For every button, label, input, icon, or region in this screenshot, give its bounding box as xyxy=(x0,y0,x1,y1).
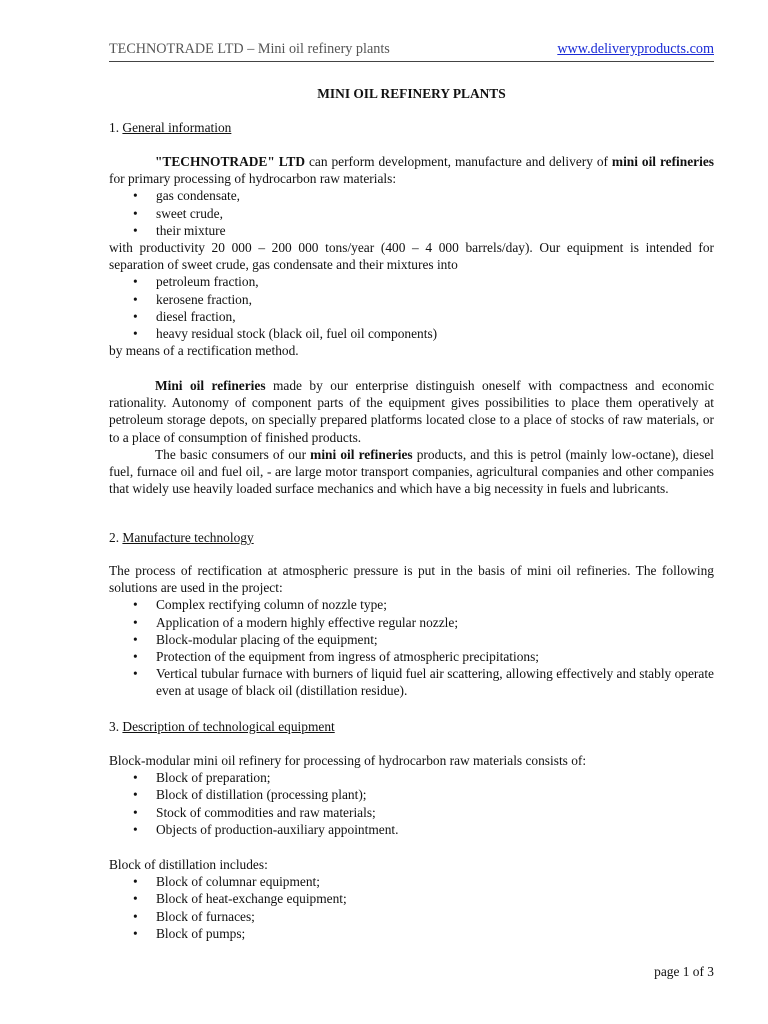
list-item xyxy=(109,205,714,222)
list-item xyxy=(109,187,714,204)
page-number: page 1 of 3 xyxy=(654,964,714,979)
list-item-text: their mixture xyxy=(156,222,226,238)
section-2-title: Manufacture technology xyxy=(122,530,254,545)
list-item xyxy=(109,890,714,907)
list-item-text: Block of pumps; xyxy=(156,925,246,941)
list-item-text: gas condensate, xyxy=(156,188,241,204)
bullet-icon: • xyxy=(133,308,138,324)
section-1-body-2 xyxy=(109,377,714,497)
list-item-text: Block of preparation; xyxy=(156,770,271,786)
bullet-icon: • xyxy=(133,597,138,613)
bullet-icon: • xyxy=(133,274,138,290)
list-item xyxy=(109,786,714,803)
list-item xyxy=(109,821,714,838)
section-2-body xyxy=(109,562,714,700)
list-item-text: diesel fraction, xyxy=(156,308,236,324)
intro-bold-mini-oil-refineries: mini oil refineries xyxy=(611,154,714,169)
list-item xyxy=(109,596,714,613)
list-item xyxy=(109,631,714,648)
bullet-icon: • xyxy=(133,188,138,204)
bullet-icon: • xyxy=(133,666,138,682)
section-1-number: 1. xyxy=(109,120,120,135)
compactness-paragraph xyxy=(109,377,714,446)
list-item xyxy=(109,325,714,342)
para2-bold: Mini oil refineries xyxy=(155,378,266,393)
list-item-text: Block of columnar equipment; xyxy=(156,874,320,890)
list-item-text: Vertical tubular furnace with burners of liquid fuel air scattering, allowing effectively and stably operate even at usage of black oil (distillation residue). xyxy=(156,666,714,699)
list-item-text: Complex rectifying column of nozzle type; xyxy=(156,597,387,613)
bullet-icon: • xyxy=(133,787,138,803)
section-1-body xyxy=(109,153,714,359)
list-item-text: heavy residual stock (black oil, fuel oil components) xyxy=(156,326,438,342)
list-item xyxy=(109,648,714,665)
bullet-icon: • xyxy=(133,291,138,307)
list-item-text: Block of furnaces; xyxy=(156,908,255,924)
section-2-intro: The process of rectification at atmospheric pressure is put in the basis of mini oil refineries. The following solutions are used in the project: xyxy=(109,563,714,596)
bullet-icon: • xyxy=(133,649,138,665)
list-item xyxy=(109,665,714,699)
header-website-link[interactable]: www.deliveryproducts.com xyxy=(557,41,714,57)
blocks-list xyxy=(109,769,714,838)
list-item-text: kerosene fraction, xyxy=(156,291,252,307)
section-3-title: Description of technological equipment xyxy=(122,719,335,734)
para3-bold: mini oil refineries xyxy=(310,446,413,462)
list-item-text: Block of heat-exchange equipment; xyxy=(156,891,347,907)
header-title: TECHNOTRADE LTD – Mini oil refinery plants xyxy=(109,41,390,57)
section-1-heading xyxy=(109,119,714,136)
list-item xyxy=(109,614,714,631)
section-3-body xyxy=(109,752,714,838)
fractions-list xyxy=(109,273,714,342)
section-3-heading xyxy=(109,718,714,735)
section-3-intro: Block-modular mini oil refinery for processing of hydrocarbon raw materials consists of: xyxy=(109,753,587,768)
list-item-text: Application of a modern highly effective regular nozzle; xyxy=(156,614,459,630)
document-title: MINI OIL REFINERY PLANTS xyxy=(317,86,506,101)
list-item-text: sweet crude, xyxy=(156,205,223,221)
list-item-text: Protection of the equipment from ingress of atmospheric precipitations; xyxy=(156,649,540,665)
consumers-paragraph xyxy=(109,446,714,498)
list-item-text: Block of distillation (processing plant); xyxy=(156,787,367,803)
list-item xyxy=(109,908,714,925)
bullet-icon: • xyxy=(133,222,138,238)
para2-text: made by our enterprise distinguish oneself with compactness and economic rationality. Autonomy of component parts of the equipment gives possibilities to place them operatively at petroleum storage depots, on specially prepared platforms located close to a place of stocks of raw materials, or to a place of consumption of finished products. xyxy=(109,378,714,445)
list-item xyxy=(109,873,714,890)
bullet-icon: • xyxy=(133,205,138,221)
bullet-icon: • xyxy=(133,631,138,647)
bullet-icon: • xyxy=(133,614,138,630)
list-item xyxy=(109,925,714,942)
list-item xyxy=(109,804,714,821)
list-item-text: Objects of production-auxiliary appointment. xyxy=(156,821,399,837)
productivity-paragraph: with productivity 20 000 – 200 000 tons/year (400 – 4 000 barrels/day). Our equipment is intended for separation of sweet crude, gas condensate and their mixtures into xyxy=(109,240,714,273)
section-3-number: 3. xyxy=(109,719,120,734)
bullet-icon: • xyxy=(133,821,138,837)
list-item-text: petroleum fraction, xyxy=(156,274,259,290)
bullet-icon: • xyxy=(133,804,138,820)
page-header xyxy=(109,41,714,62)
list-item xyxy=(109,308,714,325)
intro-text-b: for primary processing of hydrocarbon raw materials: xyxy=(109,171,397,187)
raw-materials-list xyxy=(109,187,714,239)
para3-text-b: products, and this is petrol (mainly low-octane), diesel fuel, furnace oil and fuel oil, - are large motor transport companies, agricultural companies and other companies that widely use heavily loaded surface mechanics and which have a big necessity in fuels and lubricants. xyxy=(109,446,714,497)
solutions-list xyxy=(109,596,714,699)
para3-text-a: The basic consumers of our xyxy=(155,446,311,462)
intro-text-a: can perform development, manufacture and delivery of xyxy=(305,154,612,169)
bullet-icon: • xyxy=(133,891,138,907)
company-name: "TECHNOTRADE" LTD xyxy=(155,154,306,169)
bullet-icon: • xyxy=(133,874,138,890)
list-item-text: Block-modular placing of the equipment; xyxy=(156,631,378,647)
distillation-intro: Block of distillation includes: xyxy=(109,857,268,872)
bullet-icon: • xyxy=(133,908,138,924)
list-item-text: Stock of commodities and raw materials; xyxy=(156,804,376,820)
distillation-body xyxy=(109,856,714,942)
list-item xyxy=(109,273,714,290)
list-item xyxy=(109,769,714,786)
intro-paragraph xyxy=(109,153,714,187)
distillation-list xyxy=(109,873,714,942)
list-item xyxy=(109,291,714,308)
bullet-icon: • xyxy=(133,770,138,786)
section-2-heading xyxy=(109,529,714,546)
bullet-icon: • xyxy=(133,925,138,941)
method-paragraph: by means of a rectification method. xyxy=(109,343,299,359)
section-2-number: 2. xyxy=(109,530,120,545)
list-item xyxy=(109,222,714,239)
section-1-title: General information xyxy=(122,120,232,135)
bullet-icon: • xyxy=(133,326,138,342)
